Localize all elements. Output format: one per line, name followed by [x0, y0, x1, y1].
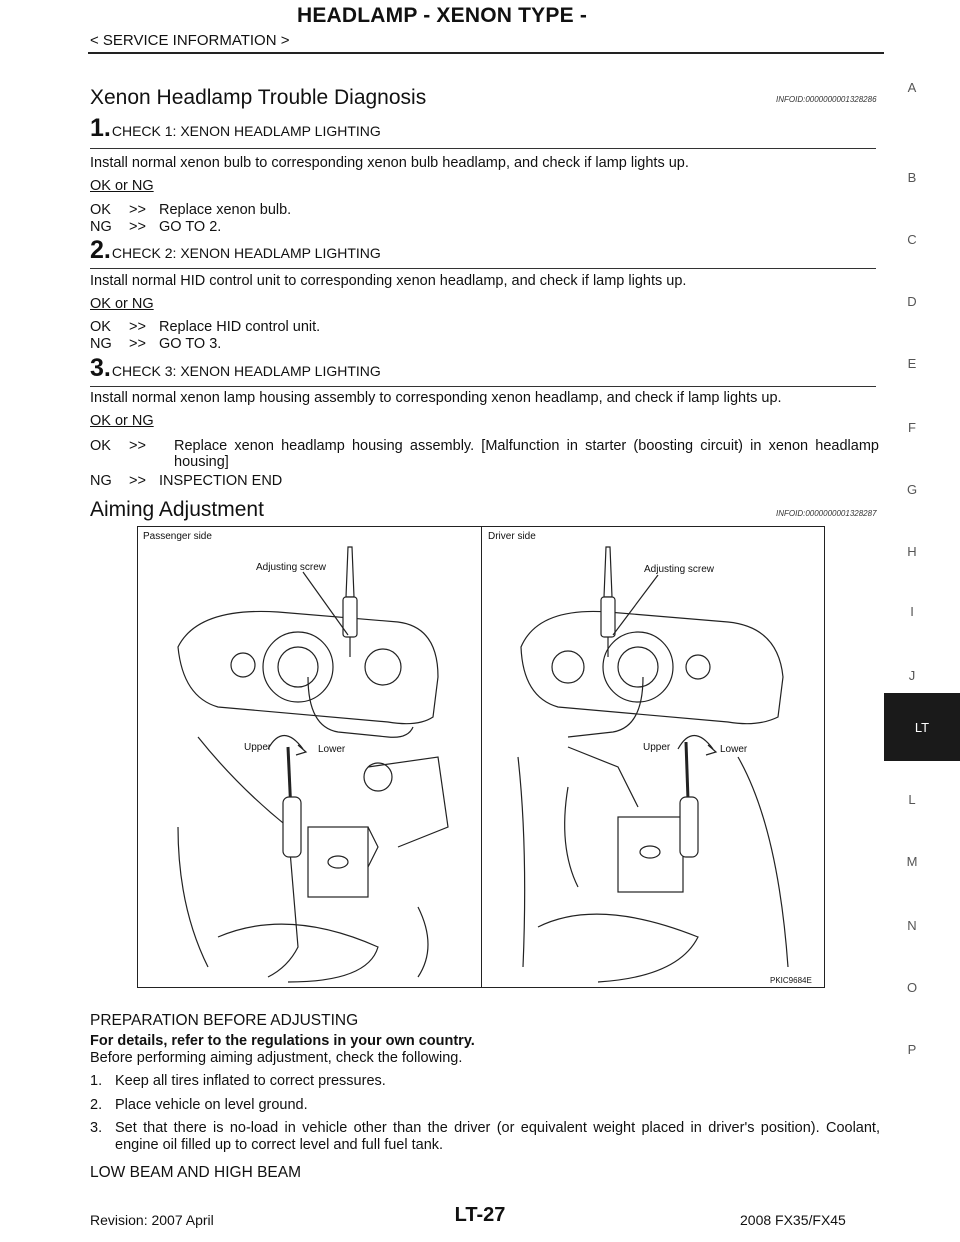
low-high-beam-heading: LOW BEAM AND HIGH BEAM [90, 1164, 302, 1181]
page-title: HEADLAMP - XENON TYPE - [296, 4, 588, 27]
step-3-ng-result: NG >> INSPECTION END [90, 473, 283, 489]
figure-label-driver: Driver side [488, 531, 536, 542]
figure-label-lower: Lower [318, 744, 346, 755]
step-title: CHECK 1: XENON HEADLAMP LIGHTING [111, 123, 381, 139]
sidebar-item-p[interactable]: P [907, 1042, 917, 1057]
headlamp-illustration [138, 527, 824, 987]
info-id: INFOID:0000000001328286 [776, 95, 877, 104]
sidebar-item-g[interactable]: G [906, 482, 918, 497]
sidebar-item-a[interactable]: A [907, 80, 917, 95]
figure-label-upper: Upper [244, 742, 272, 753]
sidebar-item-lt-active[interactable]: LT [884, 693, 960, 761]
figure-label-lower: Lower [720, 744, 748, 755]
sidebar-item-o[interactable]: O [906, 980, 918, 995]
step-3-heading [90, 354, 381, 383]
section-subtitle: < SERVICE INFORMATION > [90, 32, 290, 49]
step-number: 3. [90, 354, 111, 382]
prep-bold-note: For details, refer to the regulations in your own country. [90, 1033, 475, 1049]
figure-label-adjusting-screw: Adjusting screw [644, 564, 715, 575]
step-rule [90, 268, 876, 269]
step-3-body: Install normal xenon lamp housing assembly to corresponding xenon headlamp, and check if lamp lights up. [90, 390, 782, 406]
step-rule [90, 148, 876, 149]
step-1-heading [90, 114, 381, 143]
list-item: 3. Set that there is no-load in vehicle other than the driver (or equivalent weight placed in driver's position). Coolant, engine oil filled up to correct level and full fuel tank. [90, 1120, 880, 1153]
passenger-headlamp-drawing [178, 547, 448, 982]
sidebar-item-d[interactable]: D [907, 294, 917, 309]
step-2-ok-result: OK >> Replace HID control unit. [90, 319, 321, 335]
step-2-heading [90, 236, 381, 265]
prep-title: PREPARATION BEFORE ADJUSTING [90, 1012, 359, 1029]
sidebar-item-j[interactable]: J [908, 668, 916, 683]
sidebar-item-f[interactable]: F [908, 420, 916, 435]
figure-label-upper: Upper [643, 742, 671, 753]
footer-model: 2008 FX35/FX45 [740, 1212, 846, 1228]
step-3-ok-key: OK [90, 438, 111, 454]
sidebar-item-i[interactable]: I [910, 604, 914, 619]
figure-label-passenger: Passenger side [143, 531, 212, 542]
step-3-ok-ng: OK or NG [90, 413, 154, 429]
list-item: 1. Keep all tires inflated to correct pressures. [90, 1073, 386, 1089]
step-1-ok-result: OK >> Replace xenon bulb. [90, 202, 292, 218]
section-title-aiming: Aiming Adjustment [90, 498, 264, 521]
header-rule [88, 52, 884, 54]
step-3-ok-result: >> Replace xenon headlamp housing assembly. [Malfunction in starter (boosting circuit) in xenon headlamp housing] [129, 438, 879, 470]
sidebar-item-b[interactable]: B [907, 170, 917, 185]
step-2-ok-ng: OK or NG [90, 296, 154, 312]
step-1-ok-ng: OK or NG [90, 178, 154, 194]
step-2-ng-result: NG >> GO TO 3. [90, 336, 222, 352]
step-1-body: Install normal xenon bulb to corresponding xenon bulb headlamp, and check if lamp lights up. [90, 155, 689, 171]
section-title-trouble-diagnosis [90, 86, 426, 110]
step-rule [90, 386, 876, 387]
prep-intro: Before performing aiming adjustment, check the following. [90, 1050, 463, 1066]
step-number: 1. [90, 114, 111, 142]
footer-revision: Revision: 2007 April [90, 1212, 214, 1228]
step-number: 2. [90, 236, 111, 264]
sidebar-item-h[interactable]: H [907, 544, 917, 559]
page-number: LT-27 [454, 1204, 506, 1226]
section-title-text: Xenon Headlamp Trouble Diagnosis [90, 86, 427, 109]
sidebar-item-l[interactable]: L [908, 792, 916, 807]
figure-label-adjusting-screw: Adjusting screw [256, 562, 327, 573]
sidebar-item-m[interactable]: M [906, 854, 918, 869]
info-id: INFOID:0000000001328287 [776, 509, 877, 518]
sidebar-item-c[interactable]: C [907, 232, 917, 247]
step-1-ng-result: NG >> GO TO 2. [90, 219, 222, 235]
driver-headlamp-drawing [518, 547, 788, 982]
figure-code: PKIC9684E [770, 976, 812, 985]
step-title: CHECK 2: XENON HEADLAMP LIGHTING [111, 245, 381, 261]
step-2-body: Install normal HID control unit to corresponding xenon headlamp, and check if lamp lights up. [90, 273, 687, 289]
step-title: CHECK 3: XENON HEADLAMP LIGHTING [111, 363, 381, 379]
sidebar-item-e[interactable]: E [907, 356, 917, 371]
sidebar-item-n[interactable]: N [907, 918, 917, 933]
list-item: 2. Place vehicle on level ground. [90, 1097, 308, 1113]
aiming-adjustment-figure [137, 526, 825, 988]
